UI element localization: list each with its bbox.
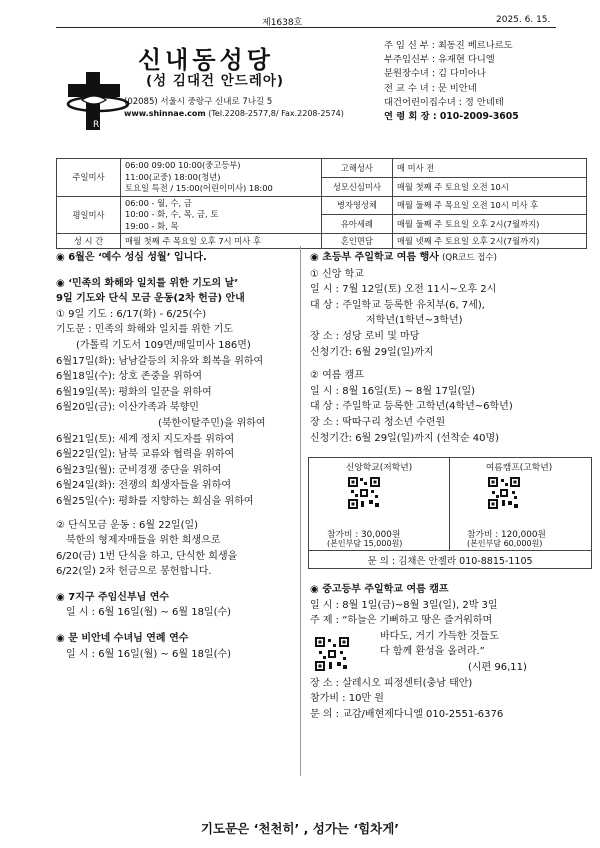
- prayer-day-subtitle: 9일 기도와 단식 모금 운동(2차 헌금) 안내: [56, 293, 245, 305]
- prayer-book-ref: (가톨릭 기도서 109면/매일미사 186면): [76, 339, 251, 351]
- youth-camp-theme: 다 함께 환성을 올려라.”: [380, 646, 485, 658]
- faith-school-line: 일 시 : 7월 12일(토) 오전 11시~오후 2시: [310, 284, 497, 296]
- summer-camp-line: 신청기간: 6월 29일(일)까지 (선착순 40명): [310, 432, 500, 444]
- sick-communion-value: 매월 둘째 주 목요일 오전 10시 미사 후: [392, 196, 586, 215]
- header-divider: [56, 27, 556, 28]
- summer-camp-line: 일 시 : 8월 16일(토) ~ 8월 17일(일): [310, 385, 476, 397]
- marriage-label: 혼인면담: [321, 234, 392, 249]
- weekday-mass-line: 10:00 - 화, 수, 목, 금, 토: [125, 209, 219, 219]
- faith-school-title: ① 신앙 학교: [310, 268, 364, 280]
- faith-school-line: 신청기간: 6월 29일(일)까지: [310, 346, 434, 358]
- weekday-mass-line: 06:00 - 월, 수, 금: [125, 197, 192, 208]
- staff-assistant-pastor: 부주임신부 : 유재현 다니엘: [384, 54, 495, 66]
- summer-camp-line: 대 상 : 주일학교 등록한 고학년(4학년~6학년): [310, 401, 513, 413]
- sunday-mass-line: 06:00 09:00 10:00(중고등부): [125, 160, 241, 170]
- qr-label: 신앙학교(저학년): [345, 463, 413, 473]
- staff-superior-sister: 분원장수녀 : 김 다미아나: [384, 68, 486, 80]
- qr-code-icon[interactable]: [347, 476, 381, 510]
- holy-hour-label: 성 시 간: [57, 234, 121, 249]
- youth-camp-place: 장 소 : 살레시오 피정센터(충남 태안): [310, 677, 473, 689]
- weekday-mass-label: 평일미사: [57, 196, 121, 234]
- marian-mass-value: 매월 첫째 주 토요일 오전 10시: [392, 177, 586, 196]
- fasting-title: ② 단식모금 운동 : 6월 22일(일): [56, 519, 199, 531]
- column-divider: [300, 246, 301, 776]
- youth-camp-title: ◉ 중고등부 주일학교 여름 캠프: [310, 584, 449, 595]
- church-contact: [124, 109, 344, 118]
- weekday-mass-times: [121, 196, 322, 234]
- faith-school-line: 장 소 : 성당 로비 및 마당: [310, 330, 420, 342]
- summer-event-title: ◉ 초등부 주일학교 여름 행사: [310, 252, 439, 263]
- church-address: (02085) 서울시 중랑구 신내로 7나길 5: [124, 97, 273, 107]
- church-subname: (성 김대건 안드레아): [146, 73, 285, 89]
- novena-day: 6월19일(목): 평화의 일꾼을 위하여: [56, 386, 212, 398]
- summer-event-note: (QR코드 접수): [442, 253, 497, 263]
- staff-funeral-contact: 연 령 회 장 : 010-2009-3605: [384, 111, 519, 123]
- novena-day: 6월17일(화): 남남갈등의 치유와 회복을 위하여: [56, 355, 264, 367]
- qr-fee-self: (본인부담 15,000원): [327, 539, 403, 548]
- footer-motto: 기도문은 ‘천천히’ , 성가는 ‘힘차게’: [200, 821, 400, 836]
- novena-day: 6월24일(화): 전쟁의 희생자들을 위하여: [56, 480, 232, 492]
- district-retreat-title: ◉ 7지구 주임신부님 연수: [56, 591, 170, 603]
- confession-label: 고해성사: [321, 159, 392, 178]
- staff-sister: 전 교 수 녀 : 문 비안네: [384, 82, 477, 94]
- qr-registration-box: [308, 457, 592, 569]
- mass-schedule-table: [56, 158, 587, 249]
- youth-camp-date: 일 시 : 8월 1일(금)~8월 3일(일), 2박 3일: [310, 599, 498, 611]
- qr-inquiry: 문 의 : 김채은 안젤라 010-8815-1105: [309, 550, 591, 567]
- qr-cell-summer-camp: [449, 458, 589, 548]
- novena-day-continued: (북한이탈주민)을 위하여: [158, 417, 266, 429]
- novena-day: 6월25일(수): 평화를 지향하는 회심을 위하여: [56, 495, 254, 507]
- church-logo-icon: [62, 70, 132, 132]
- novena-day: 6월23일(월): 군비경쟁 중단을 위하여: [56, 464, 222, 476]
- youth-camp-inquiry: 문 의 : 교감/배현제다니엘 010-2551-6376: [310, 708, 504, 720]
- sister-retreat-title: ◉ 문 비안네 수녀님 연례 연수: [56, 633, 189, 645]
- staff-pastor: 주 임 신 부 : 최동진 베르나르도: [384, 40, 513, 51]
- right-column: [310, 250, 513, 446]
- faith-school-line: 대 상 : 주일학교 등록한 유치부(6, 7세),: [310, 299, 485, 311]
- sick-communion-label: 병자영성체: [321, 196, 392, 215]
- infant-baptism-label: 유아세례: [321, 215, 392, 234]
- novena-day: 6월20일(금): 이산가족과 북향민: [56, 402, 199, 414]
- confession-value: 매 미사 전: [392, 159, 586, 178]
- church-website[interactable]: www.shinnae.com: [124, 109, 206, 118]
- church-name: 신내동성당: [138, 46, 274, 74]
- sister-retreat-date: 일 시 : 6월 16일(월) ~ 6월 18일(수): [66, 648, 232, 660]
- faith-school-line: 저학년(1학년~3학년): [366, 315, 463, 327]
- youth-camp-theme: 주 제 : “하늘은 기뻐하고 땅은 즐거워하며: [310, 615, 493, 627]
- marian-mass-label: 성모신심미사: [321, 177, 392, 196]
- svg-text:R: R: [93, 120, 100, 130]
- sunday-mass-label: 주일미사: [57, 159, 121, 197]
- district-retreat-date: 일 시 : 6월 16일(월) ~ 6월 18일(수): [66, 607, 232, 619]
- qr-code-icon[interactable]: [314, 636, 350, 672]
- novena-day: 6월22일(일): 남북 교류와 협력을 위하여: [56, 449, 235, 461]
- youth-camp-theme-ref: (시편 96,11): [468, 661, 527, 673]
- church-tel-fax: (Tel.2208-2577,8/ Fax.2208-2574): [208, 109, 344, 118]
- sacred-heart-notice: ◉ 6월은 ‘예수 성심 성월’ 입니다.: [56, 252, 207, 263]
- staff-daycare-sister: 대건어린이집수녀 : 정 안네테: [384, 96, 504, 108]
- issue-number: 제1638호: [262, 18, 303, 28]
- sunday-mass-times: [121, 159, 322, 197]
- novena-day: 6월21일(토): 세계 정치 지도자를 위하여: [56, 433, 235, 445]
- qr-fee: 참가비 : 120,000원: [467, 530, 546, 540]
- youth-camp-theme: 바다도, 거기 가득한 것들도: [380, 630, 499, 642]
- fasting-line: 북한의 형제자매들을 위한 희생으로: [66, 535, 221, 547]
- staff-list: [384, 39, 519, 124]
- fasting-line: 6/20(금) 1번 단식을 하고, 단식한 희생을: [56, 550, 238, 562]
- qr-fee-self: (본인부담 60,000원): [467, 539, 543, 548]
- infant-baptism-value: 매월 둘째 주 토요일 오후 2시(7월까지): [392, 215, 586, 234]
- marriage-value: 매월 넷째 주 토요일 오후 2시(7월까지): [392, 234, 586, 249]
- prayer-day-title: ◉ ‘민족의 화해와 일치를 위한 기도의 날’: [56, 277, 239, 289]
- sunday-mass-line: 토요일 특전 / 15:00(어린이미사) 18:00: [125, 183, 273, 193]
- qr-label: 여름캠프(고학년): [485, 463, 553, 473]
- qr-cell-faith-school: [309, 458, 449, 548]
- summer-camp-title: ② 여름 캠프: [310, 370, 364, 382]
- holy-hour-value: 매월 첫째 주 목요일 오후 7시 미사 후: [121, 234, 322, 249]
- bulletin-date: 2025. 6. 15.: [496, 15, 551, 25]
- novena-day: 6월18일(수): 상호 존중을 위하여: [56, 371, 203, 383]
- left-column: [56, 250, 266, 662]
- fasting-line: 6/22(일) 2차 헌금으로 봉헌합니다.: [56, 566, 212, 578]
- qr-fee: 참가비 : 30,000원: [327, 530, 401, 540]
- youth-camp-fee: 참가비 : 10만 원: [310, 693, 384, 705]
- summer-camp-line: 장 소 : 딱따구리 청소년 수련원: [310, 416, 446, 428]
- sunday-mass-line: 11:00(교중) 18:00(청년): [125, 171, 221, 182]
- novena-dates: ① 9일 기도 : 6/17(화) - 6/25(수): [56, 308, 207, 320]
- weekday-mass-line: 19:00 - 화, 목: [125, 220, 179, 231]
- prayer-text: 기도문 : 민족의 화해와 일치를 위한 기도: [56, 324, 234, 336]
- qr-code-icon[interactable]: [487, 476, 521, 510]
